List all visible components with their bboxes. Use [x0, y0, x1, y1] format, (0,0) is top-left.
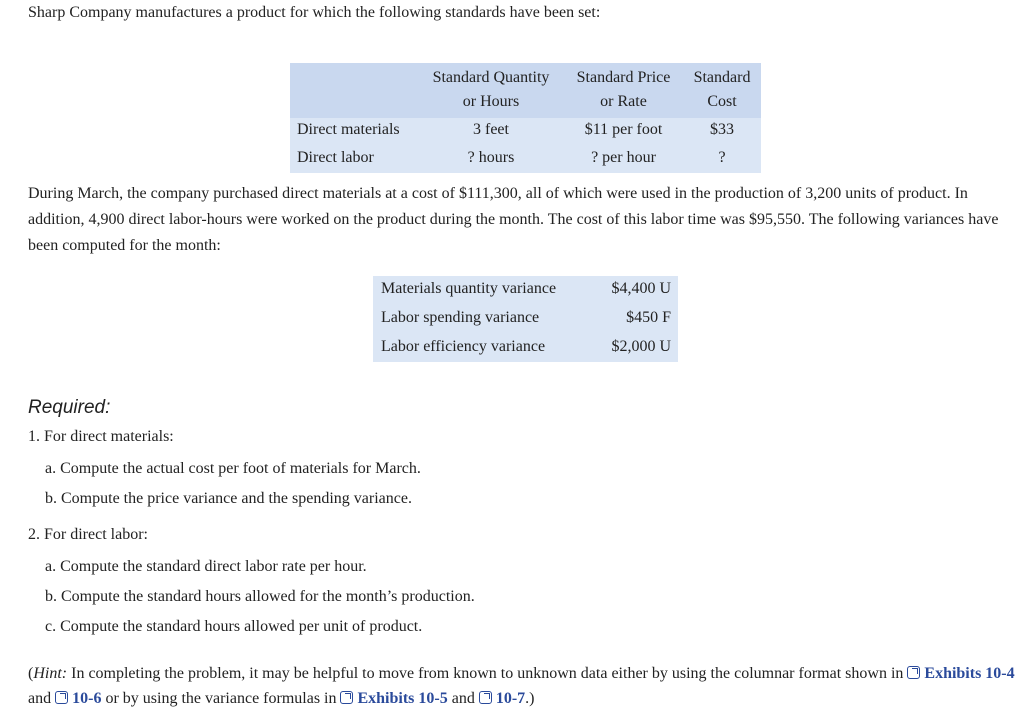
required-item-2b: b. Compute the standard hours allowed for the month’s production. — [45, 588, 475, 605]
exhibit-link-10-6[interactable] — [55, 690, 101, 707]
header-price-2: or Rate — [600, 93, 647, 110]
hint-close: .) — [525, 690, 535, 707]
exhibit-link-label: 10-6 — [72, 690, 102, 707]
required-item-2c: c. Compute the standard hours allowed per unit of product. — [45, 618, 423, 635]
materials-qty: 3 feet — [473, 121, 509, 138]
variance-value: $4,400 U — [611, 280, 671, 297]
variances-table — [373, 276, 678, 362]
required-heading: Required: — [28, 397, 111, 418]
exhibit-link-label: Exhibits 10-5 — [357, 690, 448, 707]
exhibit-link-10-4[interactable] — [907, 665, 1014, 682]
required-item-1b: b. Compute the price variance and the spending variance. — [45, 490, 412, 507]
exhibit-link-label: 10-7 — [495, 690, 526, 707]
required-item-1: 1. For direct materials: — [28, 428, 174, 445]
exhibit-link-label: Exhibits 10-4 — [924, 665, 1015, 682]
required-item-2: 2. For direct labor: — [28, 526, 148, 543]
exhibit-link-10-5[interactable] — [340, 690, 447, 707]
required-item-2a: a. Compute the standard direct labor rate per hour. — [45, 558, 367, 575]
external-link-icon — [340, 691, 353, 704]
hint-paragraph — [28, 661, 1018, 711]
header-price-1: Standard Price — [576, 69, 671, 86]
materials-price: $11 per foot — [584, 121, 663, 138]
materials-cost: $33 — [710, 121, 734, 138]
hint-open: ( — [28, 665, 34, 682]
header-cost-2: Cost — [707, 93, 737, 110]
hint-and: and — [28, 690, 56, 707]
hint-label: Hint: — [33, 665, 68, 682]
external-link-icon — [907, 666, 920, 679]
hint-and: and — [447, 690, 479, 707]
external-link-icon — [479, 691, 492, 704]
header-cost-1: Standard — [693, 69, 751, 86]
labor-cost: ? — [718, 149, 726, 166]
variance-label: Labor spending variance — [381, 309, 540, 326]
variance-value: $2,000 U — [611, 338, 671, 355]
labor-price: ? per hour — [591, 149, 656, 166]
hint-text: In completing the problem, it may be helpful to move from known to unknown data either by using the columnar format shown in — [67, 665, 908, 682]
header-qty-1: Standard Quantity — [432, 69, 550, 86]
variance-label: Labor efficiency variance — [381, 338, 546, 355]
header-qty-2: or Hours — [462, 93, 520, 110]
hint-text: or by using the variance formulas in — [101, 690, 341, 707]
variance-value: $450 F — [626, 309, 671, 326]
problem-paragraph: During March, the company purchased direct materials at a cost of $111,300, all of which were used in the production of 3,200 units of product. In addition, 4,900 direct labor-hours were worked on the product during the month. The cost of this labor time was $95,550. The following variances have been computed for the month: — [28, 185, 999, 254]
variance-label: Materials quantity variance — [381, 280, 557, 297]
row-label-labor: Direct labor — [297, 149, 374, 166]
required-item-1a: a. Compute the actual cost per foot of materials for March. — [45, 460, 421, 477]
exhibit-link-10-7[interactable] — [479, 690, 525, 707]
standards-table — [290, 63, 761, 173]
labor-qty: ? hours — [467, 149, 515, 166]
external-link-icon — [55, 691, 68, 704]
row-label-materials: Direct materials — [297, 121, 400, 138]
problem-intro: Sharp Company manufactures a product for which the following standards have been set: — [28, 4, 601, 21]
